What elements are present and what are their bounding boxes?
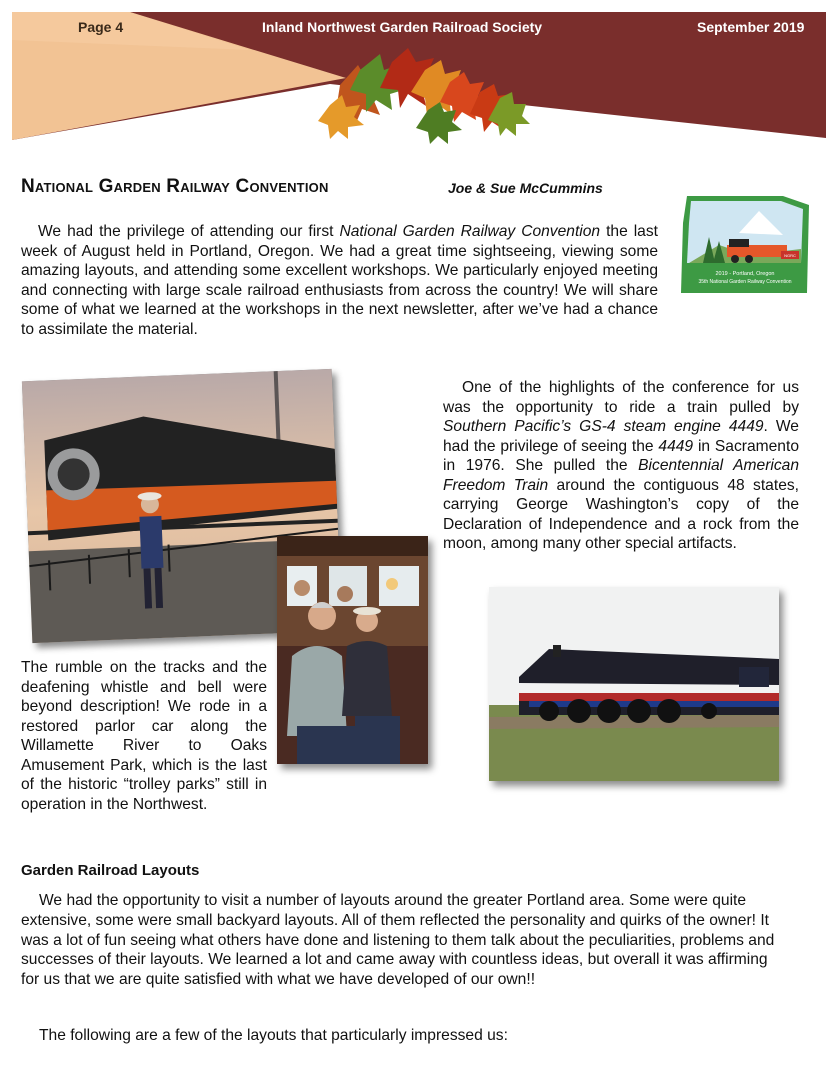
intro-paragraph: We had the privilege of attending our first National Garden Railway Convention the last week of August held in Portland, Oregon. We had a great time sightseeing, viewing some amazing layouts, and attending some excellent workshops. We particularly enjoyed meeting and connecting with large scale railroad enthusiasts from across the country! We will share some of what we learned at the workshops in the next newsletter, after we’ve had a chance to assimilate the material.	[21, 223, 658, 338]
article-title: National Garden Railway Convention	[21, 176, 329, 197]
newsletter-title: Inland Northwest Garden Railroad Society	[262, 19, 543, 35]
article-authors: Joe & Sue McCummins	[448, 180, 603, 196]
photo-freedom-train	[489, 587, 779, 781]
convention-badge	[679, 193, 814, 296]
page-number: Page 4	[78, 19, 124, 35]
section-title-layouts: Garden Railroad Layouts	[21, 862, 200, 879]
badge-sign: NGRC	[784, 253, 796, 258]
issue-date: September 2019	[697, 19, 805, 35]
following-paragraph: The following are a few of the layouts that particularly impressed us:	[39, 1027, 508, 1044]
badge-line-1: 2019 - Portland, Oregon	[715, 271, 775, 277]
rumble-paragraph: The rumble on the tracks and the deafening whistle and bell were beyond description! We rode in a restored parlor car along the Willamette River to Oaks Amusement Park, which is the last of the historic “trolley parks” still in operation in the Northwest.	[21, 659, 267, 813]
layouts-paragraph: We had the opportunity to visit a number of layouts around the greater Portland area. Some were quite extensive, some were small backyard layouts. All of them reflected the personality and quirks of the owner! It was a lot of fun seeing what others have done and listening to them talk about the peculiarities, problems and successes of their layouts. We learned a lot and came away with countless ideas, but overall it was affirming for us that we are quite satisfied with what we have developed of our own!!	[21, 892, 775, 989]
badge-line-2: 35th National Garden Railway Convention	[698, 279, 792, 285]
photo-parlor-car-couple	[277, 536, 428, 764]
highlight-paragraph: One of the highlights of the conference for us was the opportunity to ride a train pulled by Southern Pacific’s GS-4 steam engine 4449. We had the privilege of seeing the 4449 in Sacramento in 1976. She pulled the Bicentennial American Freedom Train around the contiguous 48 states, carrying George Washington’s copy of the Declaration of Independence and a rock from the moon, among many other special artifacts.	[443, 379, 799, 552]
